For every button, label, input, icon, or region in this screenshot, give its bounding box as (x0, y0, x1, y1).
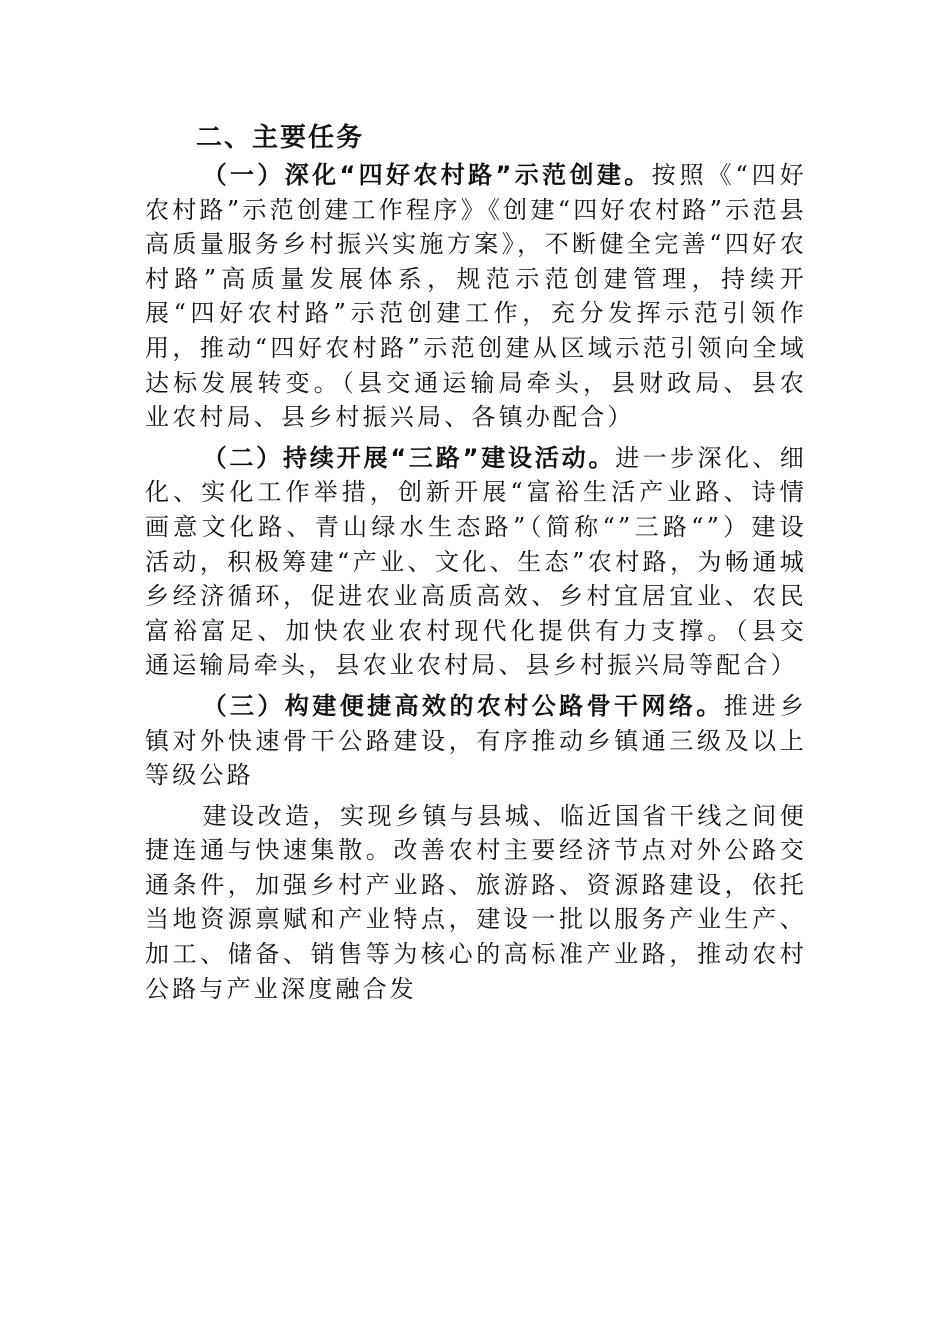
paragraph-body: 建设改造，实现乡镇与县城、临近国省干线之间便捷连通与快速集散。改善农村主要经济节点对外公路交通条件，加强乡村产业路、旅游路、资源路建设，依托当地资源禀赋和产业特点，建设一批以服务产业生产、加工、储备、销售等为核心的高标准产业路，推动农村公路与产业深度融合发 (145, 801, 807, 1003)
paragraph-body: 进一步深化、细化、实化工作举措，创新开展“富裕生活产业路、诗情画意文化路、青山绿水生态路”（简称“”三路“”）建设活动，积极筹建“产业、文化、生态”农村路，为畅通城乡经济循环，促进农业高质高效、乡村宜居宜业、农民富裕富足、加快农业农村现代化提供有力支撑。（县交通运输局牵头，县农业农村局、县乡村振兴局等配合） (145, 443, 807, 680)
paragraph-lead: （一）深化“四好农村路”示范创建。 (202, 161, 652, 189)
section-heading: 二、主要任务 (196, 123, 365, 153)
paragraph-task-3 (145, 689, 807, 793)
paragraph-task-1 (145, 158, 807, 435)
paragraph-continuation (145, 799, 807, 1007)
paragraph-lead: （二）持续开展“三路”建设活动。 (202, 443, 616, 472)
paragraph-body: 按照《“四好农村路”示范创建工作程序》《创建“四好农村路”示范县高质量服务乡村振兴实施方案》，不断健全完善“四好农村路”高质量发展体系，规范示范创建管理，持续开展“四好农村路”示范创建工作，充分发挥示范引领作用，推动“四好农村路”示范创建从区域示范引领向全域达标发展转变。（县交通运输局牵头，县财政局、县农业农村局、县乡村振兴局、各镇办配合） (145, 161, 807, 432)
paragraph-lead: （三）构建便捷高效的农村公路骨干网络。 (202, 691, 724, 720)
document-body (145, 118, 807, 1006)
paragraph-task-2 (145, 441, 807, 683)
paragraph-body: 推进乡镇对外快速骨干公路建设，有序推动乡镇通三级及以上等级公路 (145, 691, 807, 790)
